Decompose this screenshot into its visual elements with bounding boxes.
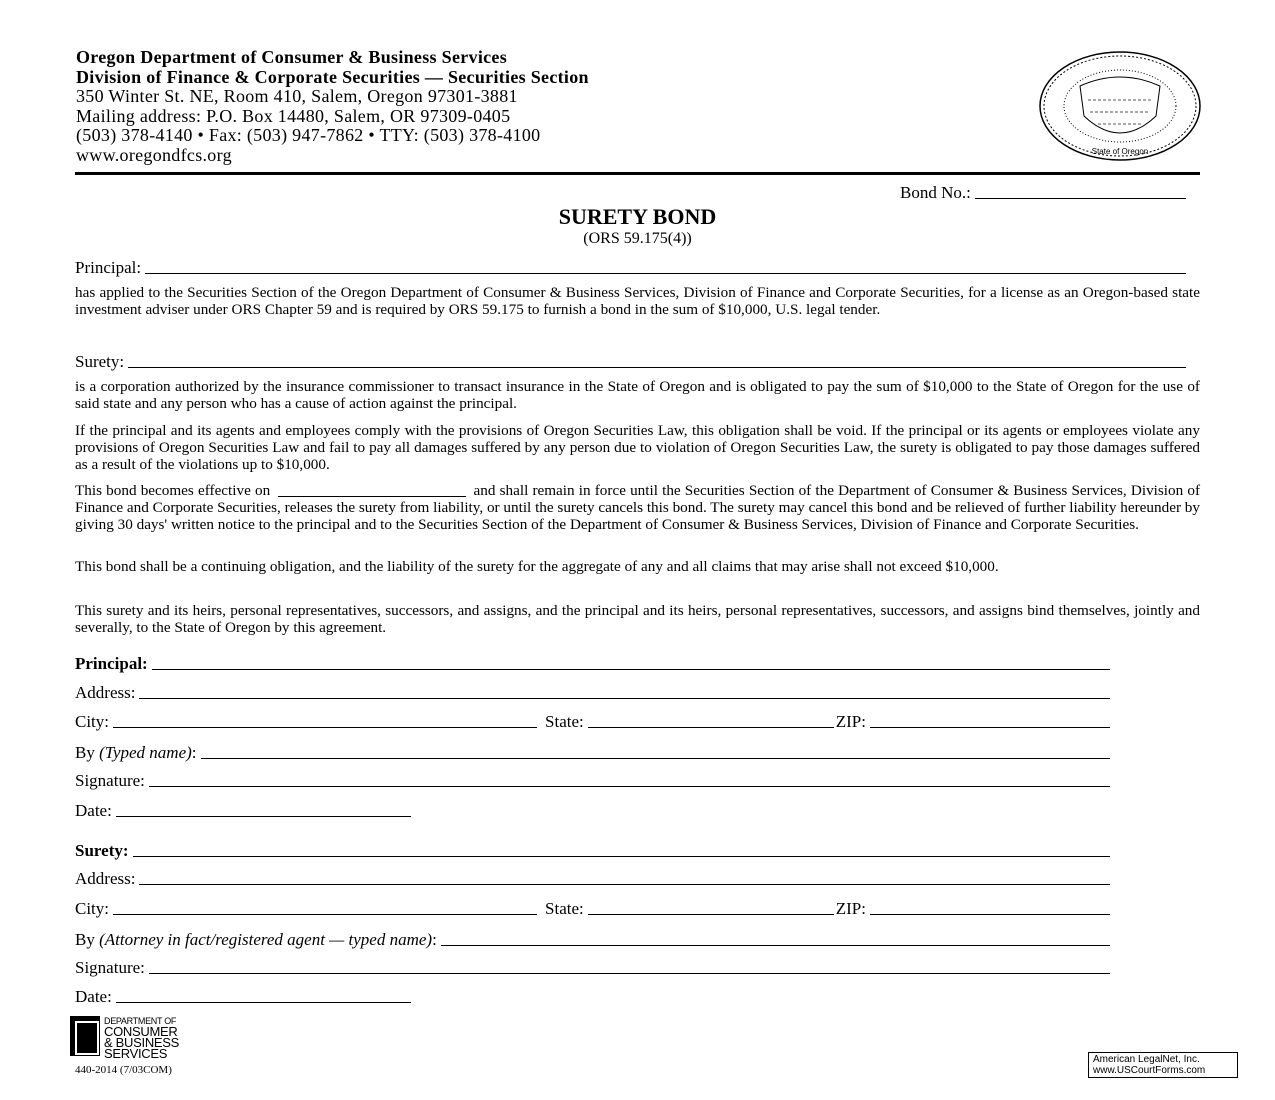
effective-date-paragraph <box>75 482 1200 533</box>
surety-block-title: Surety: <box>75 841 129 860</box>
principal-signature-name-field[interactable] <box>75 654 1112 674</box>
header-divider <box>75 172 1200 175</box>
statute-reference: (ORS 59.175(4)) <box>583 230 692 247</box>
city-label: City: <box>75 899 110 918</box>
principal-name-field[interactable] <box>75 258 1188 278</box>
org-name: Oregon Department of Consumer & Business Services <box>76 47 508 67</box>
surety-zip-field[interactable] <box>870 913 1110 915</box>
address-label: Address: <box>75 869 136 888</box>
principal-zip-field[interactable] <box>870 726 1110 728</box>
stamp-link[interactable]: www.USCourtForms.com <box>1093 1065 1206 1076</box>
surety-date-field[interactable] <box>75 987 413 1007</box>
surety-address-field[interactable] <box>75 869 1112 889</box>
principal-address-field[interactable] <box>75 683 1112 703</box>
principal-paragraph: has applied to the Securities Section of the Oregon Department of Consumer & Business Services, Division of Finance and Corporate Securities, for a license as an Oregon-based state investment adviser under ORS Chapter 59 and is required by ORS 59.175 to furnish a bond in the sum of $10,000, U.S. legal tender. <box>75 284 1200 318</box>
principal-date-field[interactable] <box>75 801 413 821</box>
date-label: Date: <box>75 987 112 1006</box>
surety-paragraph: is a corporation authorized by the insurance commissioner to transact insurance in the State of Oregon and is obligated to pay the sum of $10,000 to the State of Oregon for the use of said state and any person who has a cause of action against the principal. <box>75 378 1200 412</box>
surety-signature-name-field[interactable] <box>75 841 1112 861</box>
effective-text: This bond becomes effective on <box>75 482 271 499</box>
state-seal-icon <box>1038 50 1202 162</box>
logo-line: SERVICES <box>104 1046 168 1061</box>
surety-city-field[interactable] <box>113 913 537 915</box>
division-name: Division of Finance & Corporate Securities — Securities Section <box>76 66 589 87</box>
logo-line: CONSUMER <box>104 1024 178 1039</box>
dcbs-emblem-icon <box>70 1016 100 1056</box>
mailing-address: Mailing address: P.O. Box 14480, Salem, OR 97309-0405 <box>76 105 511 126</box>
phone-numbers: (503) 378-4140 • Fax: (503) 947-7862 • TTY: (503) 378-4100 <box>76 125 541 145</box>
by-label: By <box>75 930 100 949</box>
state-label: State: <box>545 899 584 918</box>
letterhead <box>76 48 589 165</box>
principal-signature-field[interactable] <box>75 771 1112 791</box>
stamp-line: American LegalNet, Inc. <box>1093 1054 1200 1065</box>
surety-agent-name-field[interactable] <box>75 930 1112 950</box>
dcbs-logo <box>70 1016 179 1059</box>
bond-number-label: Bond No.: <box>900 183 971 202</box>
by-label: By <box>75 743 100 762</box>
logo-line: DEPARTMENT OF <box>104 1016 177 1026</box>
svg-text:State of Oregon: State of Oregon <box>1091 147 1149 156</box>
principal-label: Principal: <box>75 258 142 277</box>
binding-paragraph: This surety and its heirs, personal representatives, successors, and assigns, and the principal and its heirs, personal representatives, successors, and assigns bind themselves, jointly and severally, to the State of Oregon by this agreement. <box>75 602 1200 636</box>
legalnet-stamp <box>1088 1052 1238 1078</box>
street-address: 350 Winter St. NE, Room 410, Salem, Oregon 97301-3881 <box>76 86 518 106</box>
surety-label: Surety: <box>75 352 125 371</box>
logo-line: & BUSINESS <box>104 1035 180 1050</box>
zip-label: ZIP: <box>835 712 866 731</box>
form-number: 440-2014 (7/03COM) <box>75 1064 172 1076</box>
surety-city-state-zip <box>75 899 1112 919</box>
date-label: Date: <box>75 801 112 820</box>
zip-label: ZIP: <box>835 899 866 918</box>
surety-signature-field[interactable] <box>75 958 1112 978</box>
surety-name-field[interactable] <box>75 352 1188 372</box>
address-label: Address: <box>75 683 136 702</box>
principal-state-field[interactable] <box>588 726 834 728</box>
typed-name-label: (Typed name) <box>99 743 192 762</box>
bond-number-field[interactable] <box>900 183 1188 203</box>
city-label: City: <box>75 712 110 731</box>
page-title: SURETY BOND <box>558 204 717 229</box>
surety-state-field[interactable] <box>588 913 834 915</box>
state-label: State: <box>545 712 584 731</box>
website-link[interactable]: www.oregondfcs.org <box>76 144 232 165</box>
effective-text-cont: and shall remain in force until the Securities Section of the Department of Consumer & Business Services, Division of Finance and Corporate Securities, releases the surety from liability, or until the surety cancels this bond. The surety may cancel this bond and be relieved of further liability hereunder by giving 30 days' written notice to the principal and to the Securities Section of the Department of Consumer & Business Services, Division of Finance and Corporate Securities. <box>75 482 1201 533</box>
obligation-paragraph: If the principal and its agents and employees comply with the provisions of Oregon Securities Law, this obligation shall be void. If the principal or its agents or employees violate any provisions of Oregon Securities Law and fail to pay all damages suffered by any person due to violation of Oregon Securities Law, the surety is obligated to pay those damages suffered as a result of the violations up to $10,000. <box>75 422 1200 473</box>
principal-typed-name-field[interactable] <box>75 743 1112 763</box>
colon: : <box>191 743 197 762</box>
effective-date-field[interactable] <box>278 495 466 497</box>
principal-city-state-zip <box>75 712 1112 732</box>
principal-city-field[interactable] <box>113 726 537 728</box>
signature-label: Signature: <box>75 958 145 977</box>
agent-name-label: (Attorney in fact/registered agent — typed name) <box>99 930 433 949</box>
principal-block-title: Principal: <box>75 654 148 673</box>
signature-label: Signature: <box>75 771 145 790</box>
continuing-obligation-paragraph: This bond shall be a continuing obligation, and the liability of the surety for the aggregate of any and all claims that may arise shall not exceed $10,000. <box>75 558 999 575</box>
colon: : <box>432 930 437 949</box>
